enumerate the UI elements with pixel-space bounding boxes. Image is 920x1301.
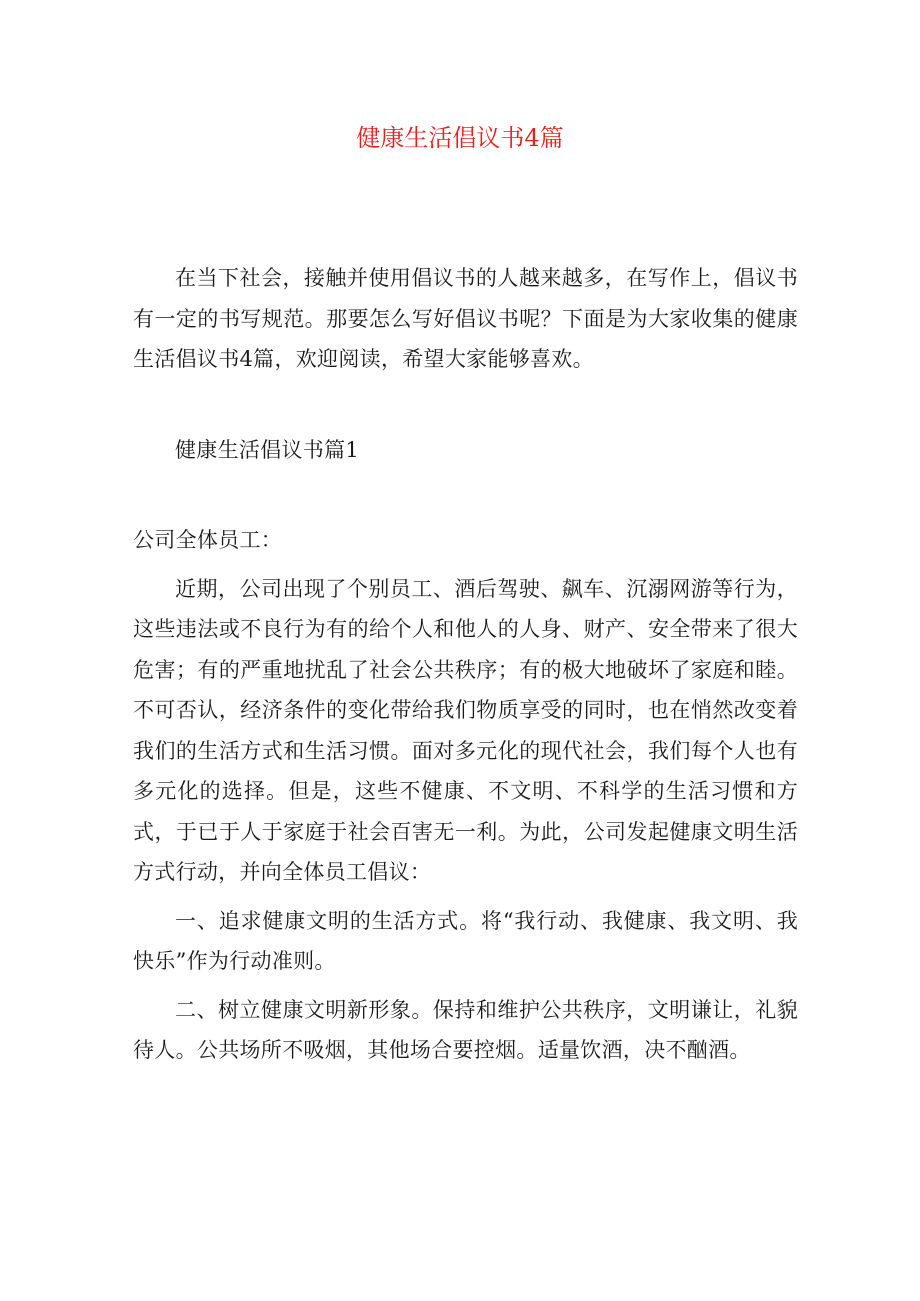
- body-paragraph: 二、树立健康文明新形象。保持和维护公共秩序，文明谦让，礼貌待人。公共场所不吸烟，其他场合要控烟。适量饮酒，决不酗酒。: [133, 997, 798, 1062]
- intro-paragraph: 在当下社会，接触并使用倡议书的人越来越多，在写作上，倡议书有一定的书写规范。那要怎么写好倡议书呢？下面是为大家收集的健康生活倡议书4篇，欢迎阅读，希望大家能够喜欢。: [133, 266, 798, 371]
- body-paragraph: 一、追求健康文明的生活方式。将“我行动、我健康、我文明、我快乐”作为行动准则。: [133, 908, 798, 973]
- document-body: [133, 258, 798, 1071]
- body-paragraph: 近期，公司出现了个别员工、酒后驾驶、飙车、沉溺网游等行为，这些违法或不良行为有的给个人和他人的人身、财产、安全带来了很大危害；有的严重地扰乱了社会公共秩序；有的极大地破坏了家庭和睦。不可否认，经济条件的变化带给我们物质享受的同时，也在悄然改变着我们的生活方式和生活习惯。面对多元化的现代社会，我们每个人也有多元化的选择。但是，这些不健康、不文明、不科学的生活习惯和方式，于已于人于家庭于社会百害无一利。为此，公司发起健康文明生活方式行动，并向全体员工倡议：: [133, 576, 798, 884]
- section-heading: 健康生活倡议书篇1: [175, 437, 360, 462]
- salutation: 公司全体员工：: [133, 528, 283, 552]
- document-title: 健康生活倡议书4篇: [356, 124, 564, 152]
